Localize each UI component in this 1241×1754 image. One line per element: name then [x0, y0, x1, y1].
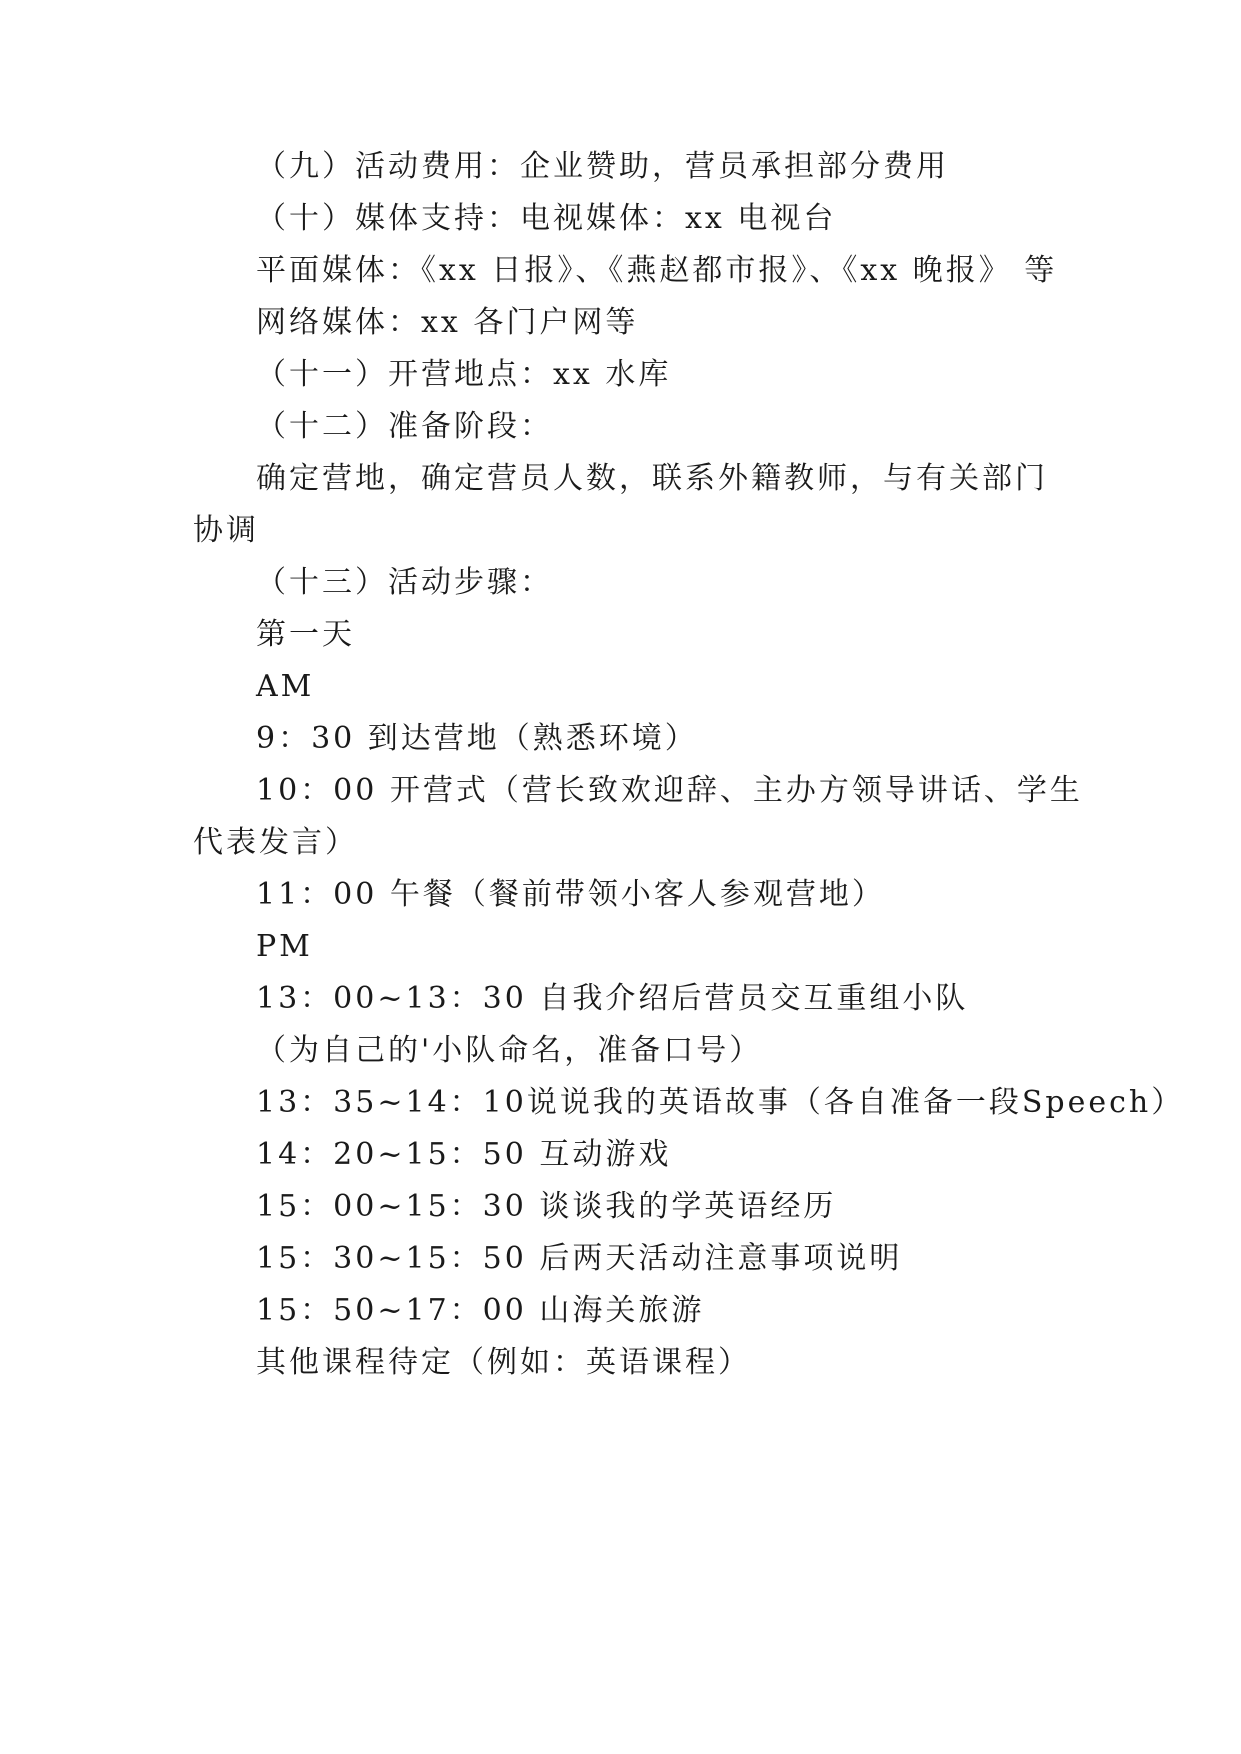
schedule-item-note: （为自己的'小队命名，准备口号）	[256, 1033, 763, 1068]
schedule-item-continuation: 代表发言）	[193, 825, 358, 860]
section-activity-steps: （十三）活动步骤：	[256, 565, 553, 600]
schedule-item: 13：35~14：10说说我的英语故事（各自准备一段Speech）	[256, 1085, 1185, 1120]
am-label: AM	[256, 669, 315, 704]
section-camp-location: （十一）开营地点：xx 水库	[256, 357, 672, 392]
pm-label: PM	[256, 929, 313, 964]
schedule-item: 15：30~15：50 后两天活动注意事项说明	[256, 1241, 903, 1276]
day-one-heading: 第一天	[256, 617, 355, 652]
preparation-detail-continuation: 协调	[193, 513, 259, 548]
schedule-item: 11：00 午餐（餐前带领小客人参观营地）	[256, 877, 885, 912]
online-media-line: 网络媒体：xx 各门户网等	[256, 305, 639, 340]
section-preparation: （十二）准备阶段：	[256, 409, 553, 444]
schedule-item: 15：00~15：30 谈谈我的学英语经历	[256, 1189, 837, 1224]
schedule-item: 13：00~13：30 自我介绍后营员交互重组小队	[256, 981, 969, 1016]
schedule-item: 9：30 到达营地（熟悉环境）	[256, 721, 698, 756]
section-media-support: （十）媒体支持：电视媒体：xx 电视台	[256, 201, 837, 236]
preparation-detail-line: 确定营地，确定营员人数，联系外籍教师，与有关部门	[256, 461, 1048, 496]
schedule-item: 14：20~15：50 互动游戏	[256, 1137, 672, 1172]
schedule-item: 10：00 开营式（营长致欢迎辞、主办方领导讲话、学生	[256, 773, 1083, 808]
print-media-line: 平面媒体：《xx 日报》、《燕赵都市报》、《xx 晚报》 等	[256, 253, 1058, 288]
section-activity-cost: （九）活动费用：企业赞助，营员承担部分费用	[256, 149, 949, 184]
other-courses-line: 其他课程待定（例如：英语课程）	[256, 1345, 751, 1380]
schedule-item: 15：50~17：00 山海关旅游	[256, 1293, 705, 1328]
